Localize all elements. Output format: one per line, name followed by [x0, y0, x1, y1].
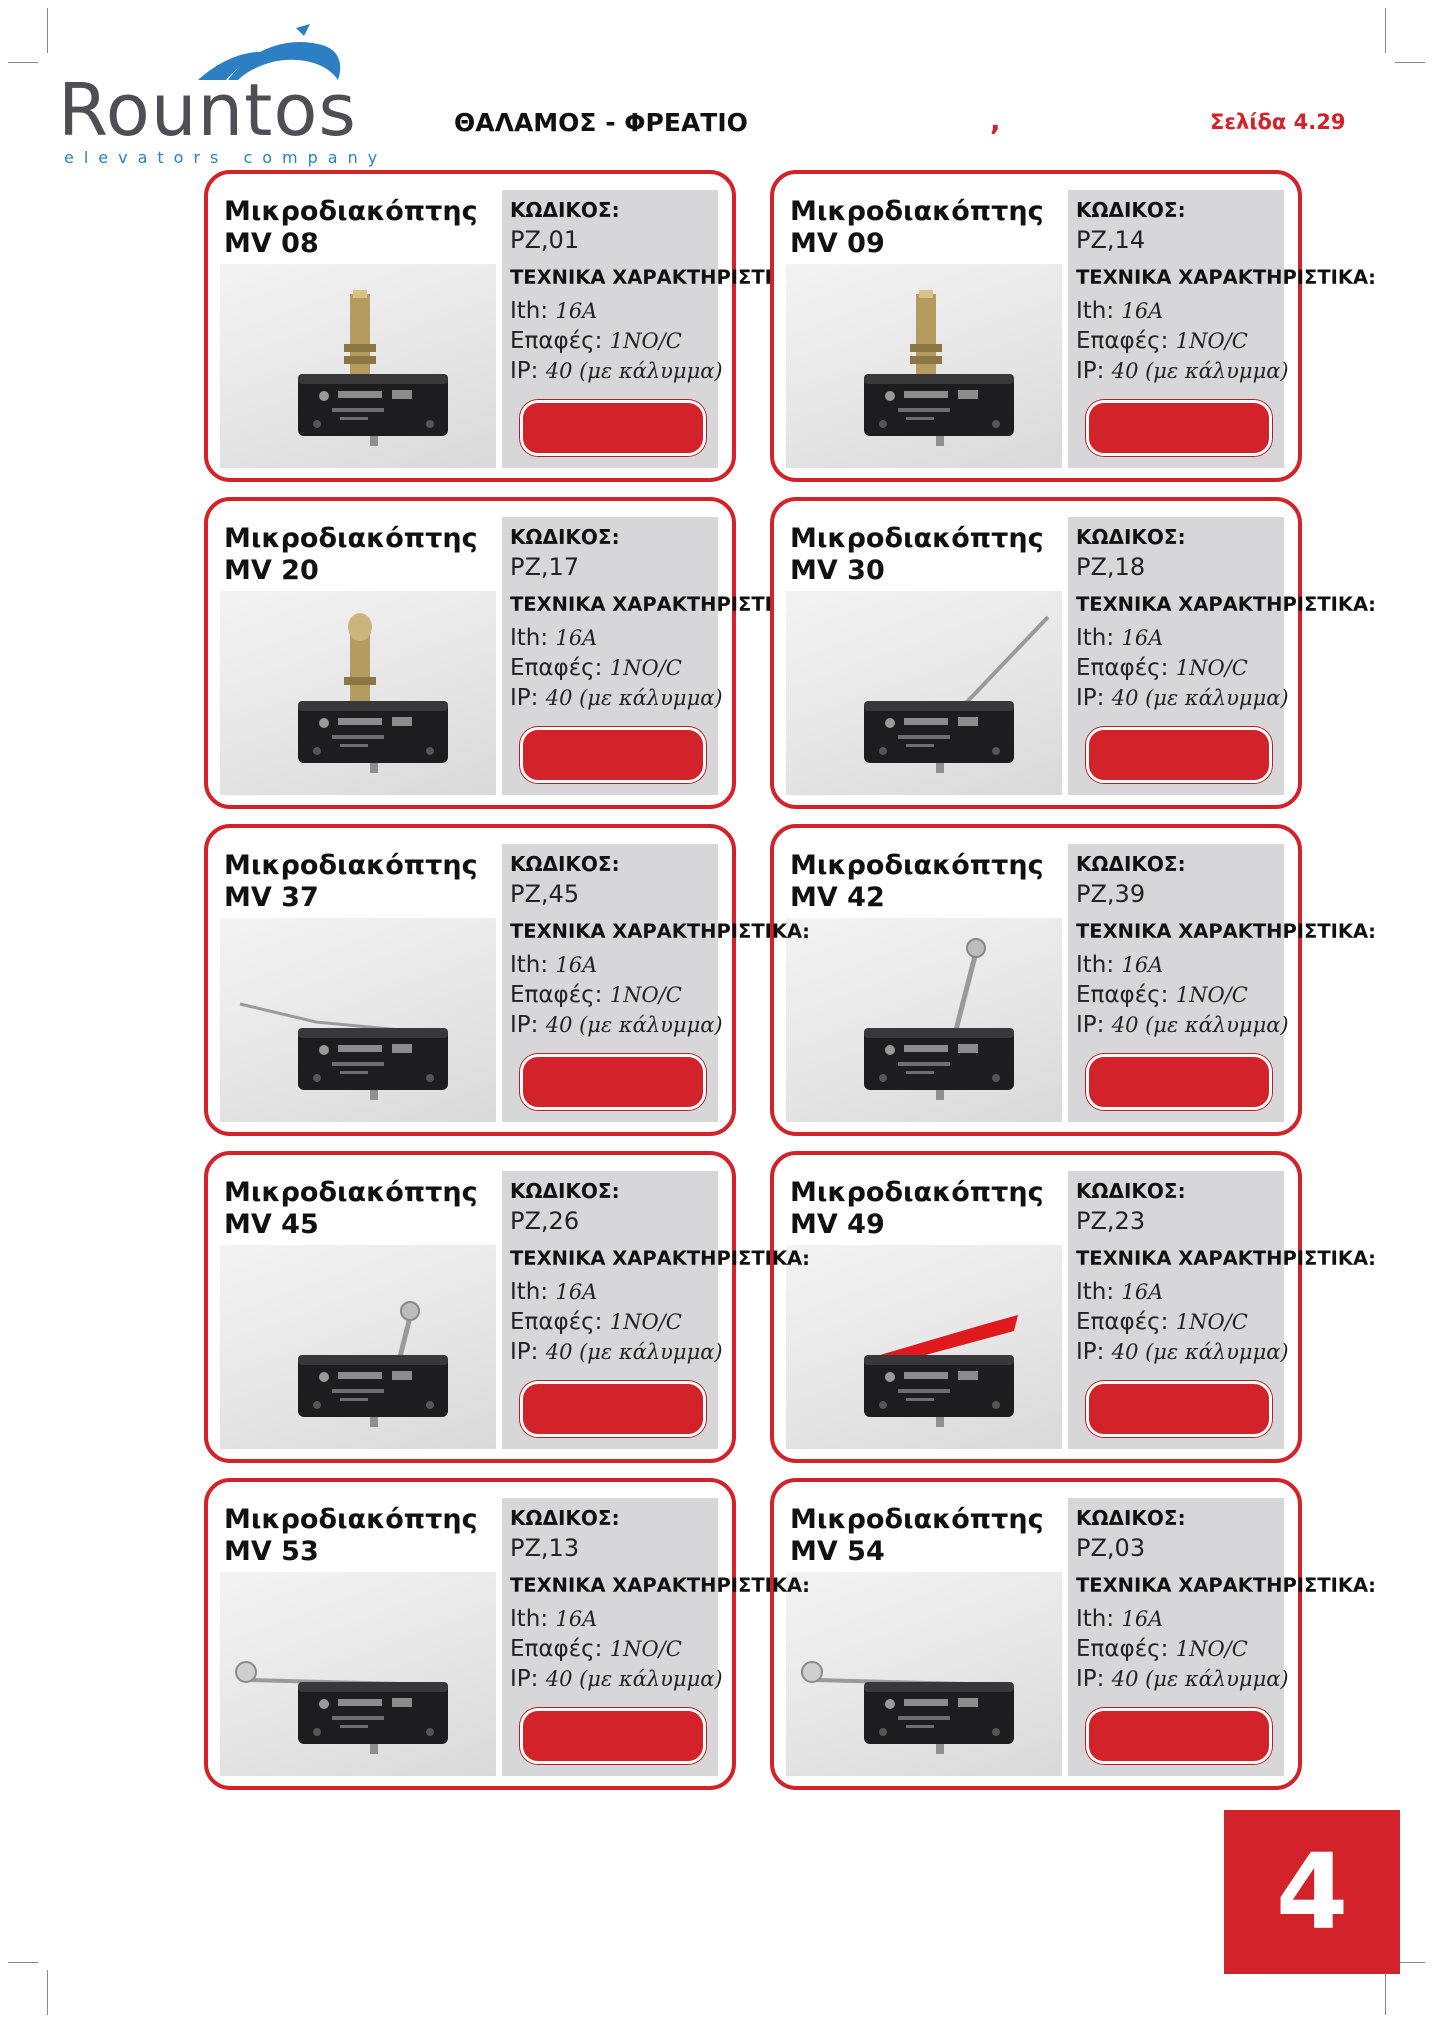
product-action-button[interactable] — [1086, 1381, 1272, 1437]
product-model: MV 37 — [224, 882, 319, 913]
spec-contacts — [1076, 328, 1248, 354]
product-photo — [220, 264, 496, 468]
product-photo — [786, 591, 1062, 795]
spec-contacts-label: Επαφές: — [510, 982, 603, 1008]
product-action-button[interactable] — [520, 400, 706, 456]
product-name: Μικροδιακόπτης — [224, 196, 478, 227]
microswitch-image — [220, 1572, 496, 1776]
product-card[interactable] — [770, 170, 1376, 482]
spec-ip-value: 40 (με κάλυμμα) — [1111, 1013, 1289, 1037]
spec-ip-label: IP: — [1076, 1012, 1105, 1038]
spec-ith — [510, 952, 597, 978]
spec-contacts-label: Επαφές: — [1076, 655, 1169, 681]
code-label: ΚΩΔΙΚΟΣ: — [510, 198, 620, 222]
product-name: Μικροδιακόπτης — [790, 1504, 1044, 1535]
spec-ip-value: 40 (με κάλυμμα) — [545, 686, 723, 710]
microswitch-image — [786, 1572, 1062, 1776]
tech-specs-label: ΤΕΧΝΙΚΑ ΧΑΡΑΚΤΗΡΙΣΤΙΚΑ: — [1076, 1574, 1376, 1597]
spec-contacts-label: Επαφές: — [1076, 1636, 1169, 1662]
spec-ip-value: 40 (με κάλυμμα) — [545, 359, 723, 383]
product-photo — [786, 918, 1062, 1122]
product-action-button[interactable] — [1086, 400, 1272, 456]
spec-contacts-value: 1NO/C — [609, 1310, 682, 1334]
microswitch-image — [786, 264, 1062, 468]
crop-mark — [1385, 8, 1386, 53]
spec-ip-label: IP: — [510, 685, 539, 711]
product-action-button[interactable] — [520, 1708, 706, 1764]
code-label: ΚΩΔΙΚΟΣ: — [1076, 198, 1186, 222]
spec-ip-value: 40 (με κάλυμμα) — [545, 1667, 723, 1691]
spec-ith-value: 16A — [555, 299, 598, 323]
crop-mark — [1395, 62, 1425, 63]
code-label: ΚΩΔΙΚΟΣ: — [510, 1506, 620, 1530]
product-action-button[interactable] — [1086, 1054, 1272, 1110]
spec-contacts — [510, 655, 682, 681]
spec-contacts-label: Επαφές: — [510, 1309, 603, 1335]
product-card[interactable] — [204, 824, 810, 1136]
spec-contacts — [1076, 1309, 1248, 1335]
product-code: PZ,03 — [1076, 1534, 1146, 1562]
product-title — [224, 1504, 478, 1568]
spec-contacts — [1076, 1636, 1248, 1662]
crop-mark — [1385, 1970, 1386, 2015]
spec-contacts-label: Επαφές: — [1076, 1309, 1169, 1335]
product-info-panel — [502, 517, 772, 795]
microswitch-image — [786, 591, 1062, 795]
product-info-panel — [502, 844, 810, 1122]
product-code: PZ,45 — [510, 880, 580, 908]
tech-specs-label: ΤΕΧΝΙΚΑ ΧΑΡΑΚΤΗΡΙΣΤΙΚΑ: — [1076, 920, 1376, 943]
product-card[interactable] — [770, 1478, 1376, 1790]
spec-contacts-value: 1NO/C — [1175, 983, 1248, 1007]
product-card[interactable] — [204, 170, 772, 482]
code-label: ΚΩΔΙΚΟΣ: — [510, 852, 620, 876]
crop-mark — [47, 1970, 48, 2015]
product-model: MV 20 — [224, 555, 319, 586]
product-name: Μικροδιακόπτης — [790, 523, 1044, 554]
spec-ith-label: Ith: — [1076, 1606, 1115, 1632]
product-action-button[interactable] — [520, 1381, 706, 1437]
spec-contacts-value: 1NO/C — [1175, 1310, 1248, 1334]
tech-specs-label: ΤΕΧΝΙΚΑ ΧΑΡΑΚΤΗΡΙΣΤΙ — [510, 593, 772, 616]
spec-contacts-value: 1NO/C — [1175, 1637, 1248, 1661]
spec-ith-label: Ith: — [1076, 1279, 1115, 1305]
spec-ip-value: 40 (με κάλυμμα) — [1111, 359, 1289, 383]
spec-ith-label: Ith: — [1076, 952, 1115, 978]
spec-ip-value: 40 (με κάλυμμα) — [545, 1340, 723, 1364]
product-name: Μικροδιακόπτης — [790, 196, 1044, 227]
product-title — [790, 1177, 1044, 1241]
microswitch-image — [786, 918, 1062, 1122]
spec-ith — [1076, 1606, 1163, 1632]
spec-ip-label: IP: — [1076, 685, 1105, 711]
product-card[interactable] — [204, 1478, 810, 1790]
product-photo — [220, 918, 496, 1122]
product-model: MV 09 — [790, 228, 885, 259]
code-label: ΚΩΔΙΚΟΣ: — [510, 525, 620, 549]
product-info-panel — [502, 1171, 810, 1449]
product-model: MV 53 — [224, 1536, 319, 1567]
product-model: MV 08 — [224, 228, 319, 259]
product-title — [224, 523, 478, 587]
spec-ith — [1076, 298, 1163, 324]
product-action-button[interactable] — [520, 1054, 706, 1110]
spec-ith-value: 16A — [1121, 1280, 1164, 1304]
spec-ith — [1076, 1279, 1163, 1305]
product-model: MV 30 — [790, 555, 885, 586]
spec-ip-value: 40 (με κάλυμμα) — [545, 1013, 723, 1037]
page-number: Σελίδα 4.29 — [1210, 110, 1346, 134]
tech-specs-label: ΤΕΧΝΙΚΑ ΧΑΡΑΚΤΗΡΙΣΤΙΚΑ: — [1076, 1247, 1376, 1270]
product-name: Μικροδιακόπτης — [224, 850, 478, 881]
spec-ith-label: Ith: — [510, 298, 549, 324]
spec-ith-value: 16A — [555, 1280, 598, 1304]
spec-contacts-value: 1NO/C — [1175, 329, 1248, 353]
crop-mark — [47, 8, 48, 53]
product-name: Μικροδιακόπτης — [224, 1177, 478, 1208]
spec-contacts-value: 1NO/C — [609, 983, 682, 1007]
product-name: Μικροδιακόπτης — [224, 523, 478, 554]
logo-tagline: elevators company — [64, 148, 388, 167]
spec-ith — [510, 298, 597, 324]
spec-ith-label: Ith: — [510, 625, 549, 651]
spec-ip-label: IP: — [510, 358, 539, 384]
spec-ith-value: 16A — [1121, 1607, 1164, 1631]
product-code: PZ,23 — [1076, 1207, 1146, 1235]
product-action-button[interactable] — [1086, 1708, 1272, 1764]
spec-ip — [510, 358, 723, 384]
tech-specs-label: ΤΕΧΝΙΚΑ ΧΑΡΑΚΤΗΡΙΣΤΙ — [510, 266, 772, 289]
spec-contacts — [510, 1309, 682, 1335]
spec-contacts-label: Επαφές: — [510, 655, 603, 681]
product-info-panel — [502, 190, 772, 468]
product-photo — [220, 1572, 496, 1776]
spec-ip-label: IP: — [510, 1339, 539, 1365]
microswitch-image — [220, 264, 496, 468]
spec-ith-value: 16A — [1121, 299, 1164, 323]
product-info-panel — [502, 1498, 810, 1776]
section-title: ΘΑΛΑΜΟΣ - ΦΡΕΑΤΙΟ — [454, 108, 748, 137]
spec-ip — [1076, 1012, 1289, 1038]
tech-specs-label: ΤΕΧΝΙΚΑ ΧΑΡΑΚΤΗΡΙΣΤΙΚΑ: — [510, 1574, 810, 1597]
spec-ip — [1076, 1339, 1289, 1365]
spec-ith-value: 16A — [555, 953, 598, 977]
spec-ip-value: 40 (με κάλυμμα) — [1111, 1667, 1289, 1691]
product-model: MV 42 — [790, 882, 885, 913]
spec-ip — [510, 1012, 723, 1038]
spec-ith — [510, 1606, 597, 1632]
spec-ith-value: 16A — [555, 626, 598, 650]
code-label: ΚΩΔΙΚΟΣ: — [1076, 1179, 1186, 1203]
spec-ip-value: 40 (με κάλυμμα) — [1111, 1340, 1289, 1364]
spec-ip — [510, 1339, 723, 1365]
product-title — [224, 196, 478, 260]
product-title — [224, 850, 478, 914]
spec-ip — [1076, 1666, 1289, 1692]
spec-ith-label: Ith: — [510, 952, 549, 978]
spec-ip-label: IP: — [1076, 358, 1105, 384]
product-code: PZ,14 — [1076, 226, 1146, 254]
product-photo — [786, 1572, 1062, 1776]
microswitch-image — [786, 1245, 1062, 1449]
spec-ith-value: 16A — [555, 1607, 598, 1631]
code-label: ΚΩΔΙΚΟΣ: — [1076, 525, 1186, 549]
product-code: PZ,17 — [510, 553, 580, 581]
spec-ith — [510, 625, 597, 651]
spec-ith-value: 16A — [1121, 953, 1164, 977]
crop-mark — [8, 62, 38, 63]
tech-specs-label: ΤΕΧΝΙΚΑ ΧΑΡΑΚΤΗΡΙΣΤΙΚΑ: — [510, 1247, 810, 1270]
spec-contacts-value: 1NO/C — [609, 656, 682, 680]
product-name: Μικροδιακόπτης — [790, 850, 1044, 881]
spec-ip — [510, 685, 723, 711]
spec-contacts-label: Επαφές: — [1076, 328, 1169, 354]
product-photo — [220, 591, 496, 795]
spec-ith-label: Ith: — [1076, 298, 1115, 324]
product-code: PZ,13 — [510, 1534, 580, 1562]
chapter-tab[interactable]: 4 — [1224, 1810, 1400, 1974]
product-title — [790, 1504, 1044, 1568]
spec-contacts — [510, 982, 682, 1008]
product-photo — [220, 1245, 496, 1449]
tech-specs-label: ΤΕΧΝΙΚΑ ΧΑΡΑΚΤΗΡΙΣΤΙΚΑ: — [1076, 266, 1376, 289]
product-action-button[interactable] — [520, 727, 706, 783]
spec-contacts — [1076, 982, 1248, 1008]
spec-contacts-label: Επαφές: — [510, 328, 603, 354]
spec-ip-value: 40 (με κάλυμμα) — [1111, 686, 1289, 710]
product-card[interactable] — [770, 1151, 1376, 1463]
product-title — [224, 1177, 478, 1241]
spec-ip — [1076, 685, 1289, 711]
product-title — [790, 850, 1044, 914]
spec-contacts-value: 1NO/C — [1175, 656, 1248, 680]
spec-contacts-value: 1NO/C — [609, 329, 682, 353]
product-action-button[interactable] — [1086, 727, 1272, 783]
product-photo — [786, 1245, 1062, 1449]
product-code: PZ,26 — [510, 1207, 580, 1235]
product-card[interactable] — [770, 497, 1376, 809]
product-info-panel — [1068, 1498, 1376, 1776]
company-logo[interactable] — [58, 22, 428, 167]
product-photo — [786, 264, 1062, 468]
microswitch-image — [220, 918, 496, 1122]
spec-ith-label: Ith: — [510, 1606, 549, 1632]
product-info-panel — [1068, 844, 1376, 1122]
product-code: PZ,01 — [510, 226, 580, 254]
spec-contacts-value: 1NO/C — [609, 1637, 682, 1661]
spec-ith — [510, 1279, 597, 1305]
tech-specs-label: ΤΕΧΝΙΚΑ ΧΑΡΑΚΤΗΡΙΣΤΙΚΑ: — [1076, 593, 1376, 616]
spec-contacts — [1076, 655, 1248, 681]
product-name: Μικροδιακόπτης — [790, 1177, 1044, 1208]
product-title — [790, 523, 1044, 587]
code-label: ΚΩΔΙΚΟΣ: — [1076, 1506, 1186, 1530]
spec-ith-label: Ith: — [510, 1279, 549, 1305]
product-model: MV 49 — [790, 1209, 885, 1240]
product-model: MV 45 — [224, 1209, 319, 1240]
header-separator: , — [990, 104, 1001, 137]
product-code: PZ,18 — [1076, 553, 1146, 581]
spec-ith — [1076, 625, 1163, 651]
microswitch-image — [220, 1245, 496, 1449]
product-card[interactable] — [204, 1151, 810, 1463]
spec-ith — [1076, 952, 1163, 978]
spec-ith-value: 16A — [1121, 626, 1164, 650]
spec-contacts — [510, 1636, 682, 1662]
microswitch-image — [220, 591, 496, 795]
spec-ith-label: Ith: — [1076, 625, 1115, 651]
spec-ip-label: IP: — [510, 1666, 539, 1692]
crop-mark — [8, 1962, 38, 1963]
spec-ip — [510, 1666, 723, 1692]
product-info-panel — [1068, 517, 1376, 795]
product-code: PZ,39 — [1076, 880, 1146, 908]
code-label: ΚΩΔΙΚΟΣ: — [1076, 852, 1186, 876]
spec-ip-label: IP: — [1076, 1339, 1105, 1365]
product-card[interactable] — [204, 497, 772, 809]
product-info-panel — [1068, 1171, 1376, 1449]
spec-ip — [1076, 358, 1289, 384]
spec-ip-label: IP: — [1076, 1666, 1105, 1692]
product-model: MV 54 — [790, 1536, 885, 1567]
product-card[interactable] — [770, 824, 1376, 1136]
spec-ip-label: IP: — [510, 1012, 539, 1038]
product-name: Μικροδιακόπτης — [224, 1504, 478, 1535]
product-info-panel — [1068, 190, 1376, 468]
product-title — [790, 196, 1044, 260]
spec-contacts-label: Επαφές: — [510, 1636, 603, 1662]
tech-specs-label: ΤΕΧΝΙΚΑ ΧΑΡΑΚΤΗΡΙΣΤΙΚΑ: — [510, 920, 810, 943]
logo-wordmark: Rountos — [58, 68, 357, 152]
spec-contacts-label: Επαφές: — [1076, 982, 1169, 1008]
spec-contacts — [510, 328, 682, 354]
code-label: ΚΩΔΙΚΟΣ: — [510, 1179, 620, 1203]
